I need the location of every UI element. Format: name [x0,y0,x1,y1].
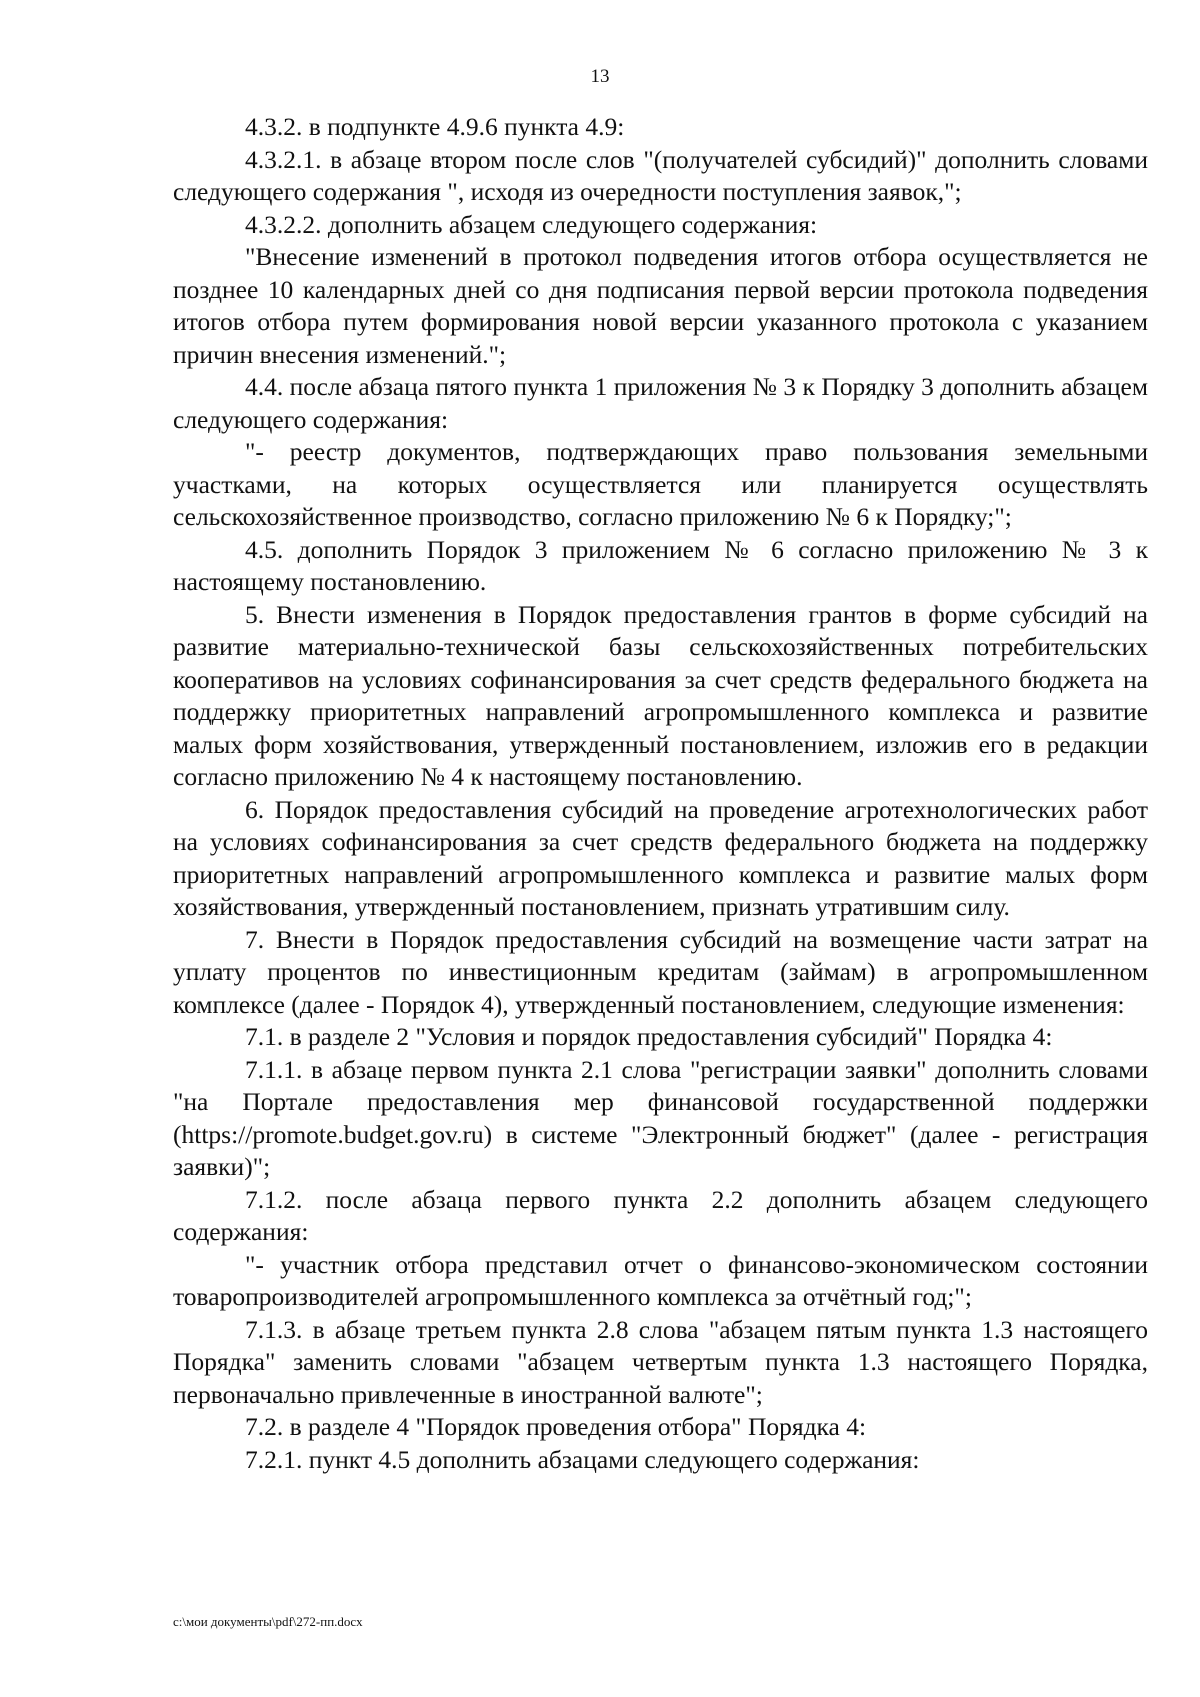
paragraph: 7.1.3. в абзаце третьем пункта 2.8 слова "абзацем пятым пункта 1.3 настоящего Порядка" заменить словами "абзацем четвертым пункта 1.3 настоящего Порядка, первоначально привлеченные в иностранной валюте"; [173,1314,1148,1409]
paragraph: 4.3.2.1. в абзаце втором после слов "(получателей субсидий)" дополнить словами следующего содержания ", исходя из очередности поступления заявок,"; [173,144,1148,206]
paragraph: 7.2. в разделе 4 "Порядок проведения отбора" Порядка 4: [245,1412,867,1441]
document-body [173,111,1148,1476]
paragraph: 4.4. после абзаца пятого пункта 1 приложения № 3 к Порядку 3 дополнить абзацем следующего содержания: [173,372,1148,434]
paragraph: 4.3.2. в подпункте 4.9.6 пункта 4.9: [245,112,625,141]
paragraph: "- реестр документов, подтверждающих право пользования земельными участками, на которых осуществляется или планируется осуществлять сельскохозяйственное производство, согласно приложению № 6 к Порядку;"; [173,437,1148,531]
page-number: 13 [590,66,610,87]
paragraph: 6. Порядок предоставления субсидий на проведение агротехнологических работ на условиях софинансирования за счет средств федерального бюджета на поддержку приоритетных направлений агропромышленного комплекса и развитие малых форм хозяйствования, утвержденный постановлением, признать утратившим силу. [173,794,1148,921]
paragraph: 7.2.1. пункт 4.5 дополнить абзацами следующего содержания: [245,1444,920,1474]
paragraph: "Внесение изменений в протокол подведения итогов отбора осуществляется не позднее 10 календарных дней со дня подписания первой версии протокола подведения итогов отбора путем формирования новой версии указанного протокола с указанием причин внесения изменений."; [173,242,1148,369]
footer-file-path: c:\мои документы\pdf\272-пп.docx [173,1614,363,1629]
paragraph: 7.1.1. в абзаце первом пункта 2.1 слова "регистрации заявки" дополнить словами "на Портале предоставления мер финансовой государственной поддержки (https://promote.budget.gov.ru) в системе "Электронный бюджет" (далее - регистрация заявки)"; [173,1054,1148,1181]
paragraph: 7.1. в разделе 2 "Условия и порядок предоставления субсидий" Порядка 4: [245,1022,1053,1051]
paragraph: 7.1.2. после абзаца первого пункта 2.2 дополнить абзацем следующего содержания: [173,1184,1148,1246]
paragraph: 5. Внести изменения в Порядок предоставления грантов в форме субсидий на развитие материально-технической базы сельскохозяйственных потребительских кооперативов на условиях софинансирования за счет средств федерального бюджета на поддержку приоритетных направлений агропромышленного комплекса и развитие малых форм хозяйствования, утвержденный постановлением, изложив его в редакции согласно приложению № 4 к настоящему постановлению. [173,599,1148,791]
paragraph: "- участник отбора представил отчет о финансово-экономическом состоянии товаропроизводителей агропромышленного комплекса за отчётный год;"; [173,1249,1148,1311]
paragraph: 4.5. дополнить Порядок 3 приложением № 6 согласно приложению № 3 к настоящему постановлению. [173,534,1148,596]
paragraph: 7. Внести в Порядок предоставления субсидий на возмещение части затрат на уплату процентов по инвестиционным кредитам (займам) в агропромышленном комплексе (далее - Порядок 4), утвержденный постановлением, следующие изменения: [173,924,1148,1019]
paragraph: 4.3.2.2. дополнить абзацем следующего содержания: [245,209,818,239]
